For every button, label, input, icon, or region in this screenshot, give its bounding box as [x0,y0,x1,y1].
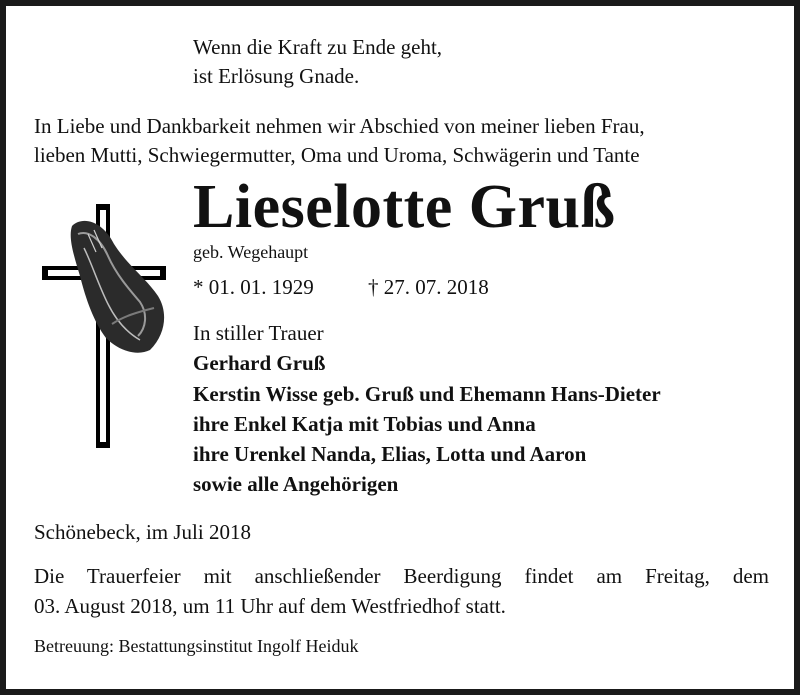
mourner-line: Kerstin Wisse geb. Gruß und Ehemann Hans-Dieter [193,382,661,406]
mourner-line: sowie alle Angehörigen [193,472,399,496]
poem-line-1: Wenn die Kraft zu Ende geht, [193,35,443,59]
birth-date: * 01. 01. 1929 [193,275,314,299]
mourner-line: Gerhard Gruß [193,351,326,375]
place-date: Schönebeck, im Juli 2018 [34,520,251,544]
care-notice: Betreuung: Bestattungsinstitut Ingolf Heiduk [34,636,359,656]
poem-line-2: ist Erlösung Gnade. [193,64,360,88]
funeral-line-2: 03. August 2018, um 11 Uhr auf dem Westfriedhof statt. [34,594,506,618]
deceased-name: Lieselotte Gruß [193,173,616,241]
birth-name: geb. Wegehaupt [193,242,309,262]
funeral-line-1: Die Trauerfeier mit anschließender Beerdigung findet am Freitag, dem [34,564,769,588]
intro-line-2: lieben Mutti, Schwiegermutter, Oma und Uroma, Schwägerin und Tante [34,143,640,167]
intro-line-1: In Liebe und Dankbarkeit nehmen wir Abschied von meiner lieben Frau, [34,114,645,138]
cross-with-praying-hands-icon [42,204,172,448]
death-date: † 27. 07. 2018 [368,275,489,299]
mourner-line: ihre Urenkel Nanda, Elias, Lotta und Aaron [193,442,587,466]
mourner-line: ihre Enkel Katja mit Tobias und Anna [193,412,536,436]
mourners-heading: In stiller Trauer [193,321,324,345]
